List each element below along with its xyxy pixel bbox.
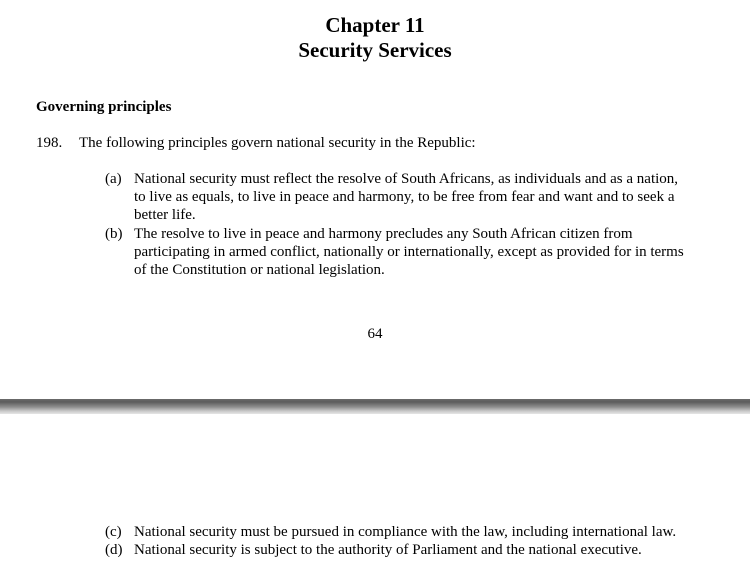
clause-marker: (d) [105, 542, 123, 558]
clause-line: to live as equals, to live in peace and harmony, to be free from fear and want and to seek a [134, 189, 675, 205]
clause-marker: (c) [105, 524, 122, 540]
page-separator [0, 399, 750, 414]
clause-line: better life. [134, 207, 196, 223]
clause-text [134, 225, 724, 279]
clause-line: participating in armed conflict, nationally or internationally, except as provided for in terms [134, 244, 684, 260]
clause-text [134, 541, 724, 559]
clause-line: National security must reflect the resolve of South Africans, as individuals and as a nation, [134, 171, 679, 187]
clause-text [134, 523, 724, 541]
clause-line: National security must be pursued in compliance with the law, including international law. [134, 524, 677, 540]
section-number: 198. [36, 135, 63, 151]
chapter-number: Chapter 11 [325, 13, 425, 37]
clause-line: The resolve to live in peace and harmony precludes any South African citizen from [134, 226, 633, 242]
section-heading: Governing principles [36, 99, 172, 115]
page-number: 64 [367, 326, 383, 342]
clause-marker: (b) [105, 226, 123, 242]
clause-text [134, 170, 724, 224]
clause-marker: (a) [105, 171, 122, 187]
clause-line: of the Constitution or national legislation. [134, 262, 385, 278]
document-page [0, 414, 750, 576]
clause-line: National security is subject to the authority of Parliament and the national executive. [134, 542, 642, 558]
chapter-title: Security Services [298, 38, 452, 62]
section-intro: The following principles govern national security in the Republic: [79, 135, 476, 151]
